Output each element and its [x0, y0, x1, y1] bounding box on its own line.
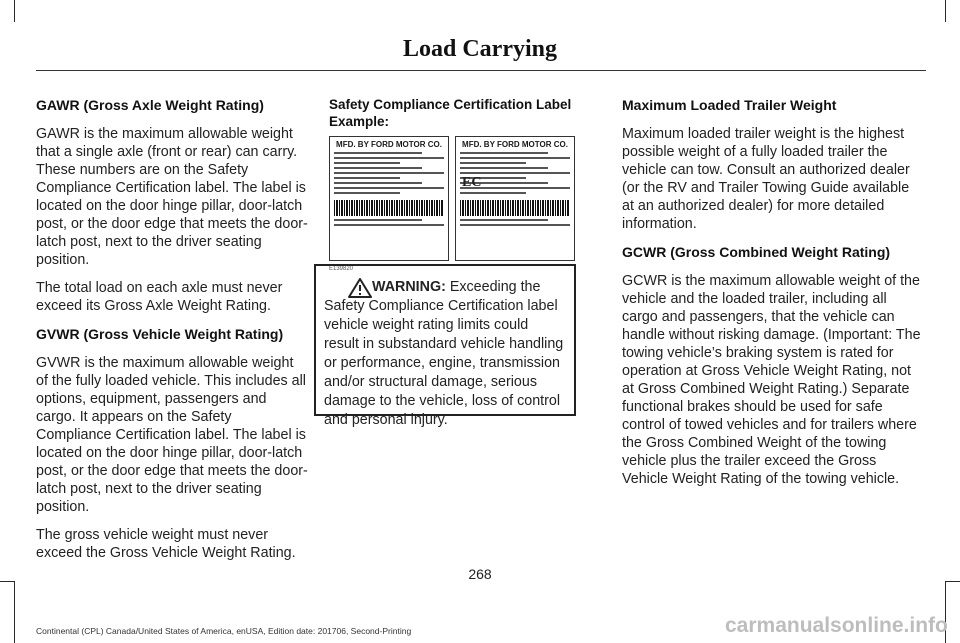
- gcwr-heading: GCWR (Gross Combined Weight Rating): [622, 244, 891, 260]
- fine-print-line: [334, 167, 422, 169]
- fine-print-line: [460, 219, 548, 221]
- watermark: carmanualsonline.info: [725, 614, 948, 637]
- fine-print-line: [334, 177, 400, 179]
- gawr-heading: GAWR (Gross Axle Weight Rating): [36, 97, 264, 113]
- fine-print-line: [460, 162, 526, 164]
- column-middle: [329, 96, 577, 288]
- warning-triangle-icon: [348, 278, 372, 298]
- mltw-heading: Maximum Loaded Trailer Weight: [622, 97, 837, 113]
- footer-edition: Continental (CPL) Canada/United States of America, enUSA, Edition date: 201706, Second-Printing: [36, 626, 412, 636]
- fine-print-line: [460, 157, 570, 159]
- crop-mark-left-top: [14, 0, 15, 22]
- column-left: [36, 96, 308, 572]
- fine-print-line: [460, 192, 526, 194]
- figure-id: E139820: [329, 266, 354, 272]
- crop-mark-left-bottom: [14, 581, 15, 643]
- certification-label-canada: [455, 136, 575, 261]
- crop-mark-right-top: [945, 0, 946, 22]
- gvwr-heading: GVWR (Gross Vehicle Weight Rating): [36, 326, 284, 342]
- gvwr-paragraph-2: The gross vehicle weight must never exceed the Gross Vehicle Weight Rating.: [36, 527, 296, 561]
- warning-text: [324, 278, 566, 430]
- gawr-paragraph-1: GAWR is the maximum allowable weight that a single axle (front or rear) can carry. These numbers are on the Safety Compliance Certification label. The label is located on the door hinge pillar, door-latch post, or the door edge that meets the door-latch post, next to the driver seating position.: [36, 126, 308, 268]
- certification-label-us: [329, 136, 449, 261]
- fine-print-line: [460, 152, 548, 154]
- label-canada-title: MFD. BY FORD MOTOR CO.: [462, 140, 568, 149]
- barcode: [334, 200, 444, 216]
- fine-print-line: [334, 182, 422, 184]
- barcode: [460, 200, 570, 216]
- gawr-paragraph-2: The total load on each axle must never exceed its Gross Axle Weight Rating.: [36, 280, 283, 314]
- fine-print-line: [334, 152, 422, 154]
- fine-print-line: [334, 172, 444, 174]
- fine-print-line: [460, 167, 548, 169]
- header-rule: [36, 70, 926, 71]
- label-example-heading: Safety Compliance Certification Label Example:: [329, 97, 572, 129]
- fine-print-line: [334, 157, 444, 159]
- page-number: 268: [468, 566, 492, 582]
- fine-print-line: [460, 224, 570, 226]
- label-us-title: MFD. BY FORD MOTOR CO.: [336, 140, 442, 149]
- fine-print-line: [334, 219, 422, 221]
- warning-box: [314, 264, 576, 428]
- fine-print-line: [334, 192, 400, 194]
- gcwr-paragraph: GCWR is the maximum allowable weight of the vehicle and the loaded trailer, including all cargo and passengers, that the vehicle can handle without risking damage. (Important: The towing vehicle’s braking system is rated for operation at Gross Vehicle Weight Rating, not at Gross Combined Weight Rating.) Separate functional brakes should be used for safe control of towed vehicles and for trailers where the Gross Combined Weight of the towing vehicle plus the trailer exceed the Gross Vehicle Weight Rating of the towing vehicle.: [622, 273, 921, 487]
- warning-body: Exceeding the Safety Compliance Certification label vehicle weight rating limits could result in substandard vehicle handling or performance, engine, transmission and/or structural damage, serious damage to the vehicle, loss of control and personal injury.: [324, 279, 564, 428]
- fine-print-line: [460, 172, 570, 174]
- column-right: [622, 96, 922, 498]
- ec-logo: EC: [462, 175, 482, 190]
- mltw-paragraph: Maximum loaded trailer weight is the highest possible weight of a fully loaded trailer the vehicle can tow. Consult an authorized dealer (or the RV and Trailer Towing Guide available at an authorized dealer) for more detailed information.: [622, 126, 910, 232]
- fine-print-line: [334, 162, 400, 164]
- warning-label: WARNING:: [372, 279, 446, 295]
- fine-print-line: [334, 224, 444, 226]
- page-title: Load Carrying: [402, 36, 557, 62]
- fine-print-line: [334, 187, 444, 189]
- gvwr-paragraph-1: GVWR is the maximum allowable weight of the fully loaded vehicle. This includes all options, equipment, passengers and cargo. It appears on the Safety Compliance Certification label. The label is located on the door hinge pillar, door-latch post, or the door edge that meets the door-latch post, next to the driver seating position.: [36, 355, 308, 515]
